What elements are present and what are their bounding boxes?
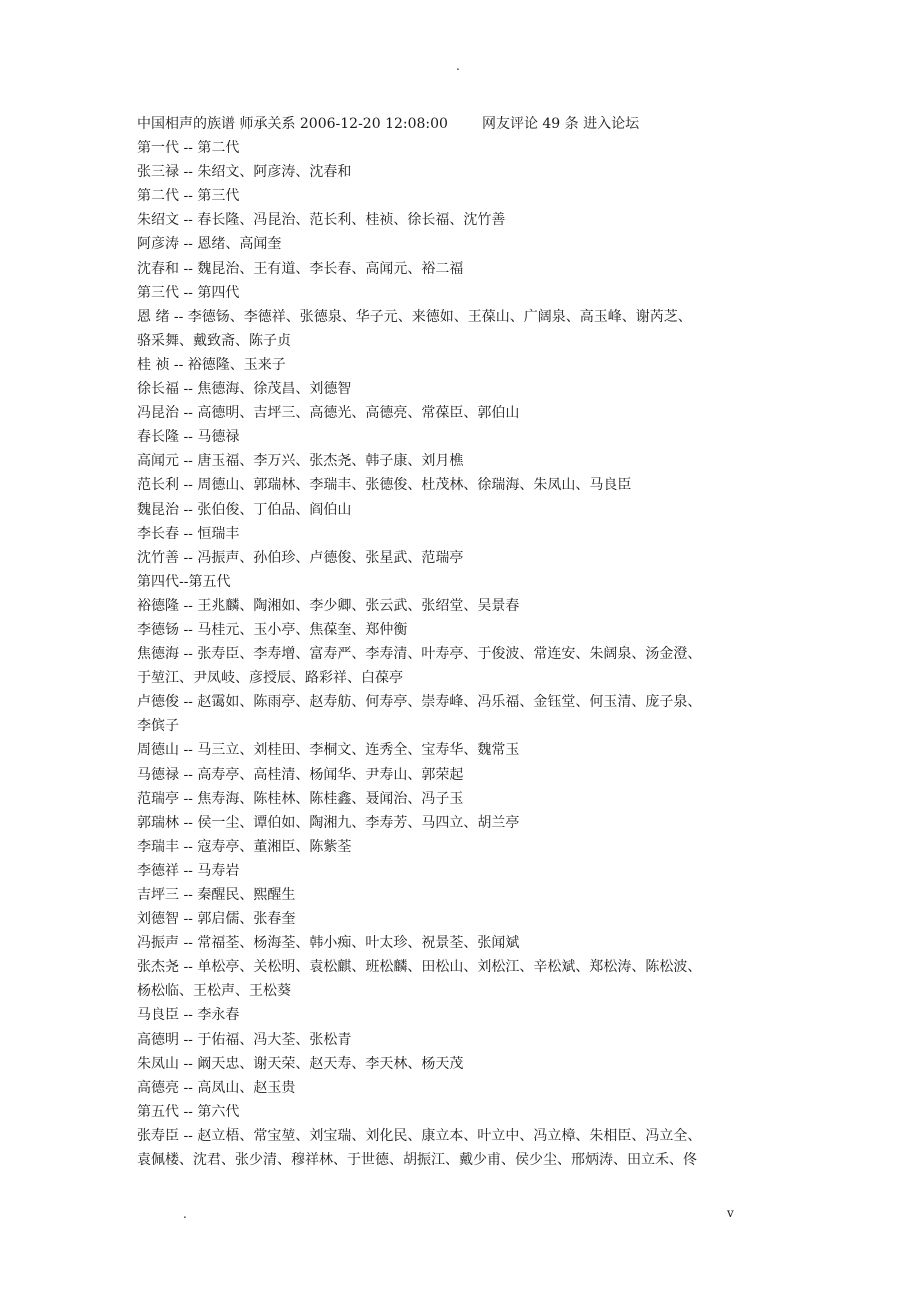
lineage-line: 范瑞亭 -- 焦寿海、陈桂林、陈桂鑫、聂闻治、冯子玉: [137, 790, 464, 807]
lineage-line: 第三代 -- 第四代: [137, 284, 240, 301]
lineage-line: 第一代 -- 第二代: [137, 140, 240, 157]
lineage-line: 马良臣 -- 李永春: [137, 1007, 240, 1024]
article-title: 中国相声的族谱 师承关系 2006-12-20 12:08:00: [137, 116, 448, 132]
lineage-line: 朱绍文 -- 春长隆、冯昆治、范长利、桂祯、徐长福、沈竹善: [137, 212, 506, 229]
lineage-line: 卢德俊 -- 赵霭如、陈雨亭、赵寿舫、何寿亭、崇寿峰、冯乐福、金钰堂、何玉清、庞子泉、: [137, 694, 702, 711]
lineage-line: 李傧子: [137, 718, 179, 735]
lineage-line: 桂 祯 -- 裕德隆、玉来子: [137, 356, 286, 373]
lineage-line: 第四代--第五代: [137, 573, 231, 590]
document-body: [137, 112, 797, 1172]
lineage-line: 春长隆 -- 马德禄: [137, 429, 240, 446]
forum-comments-link[interactable]: 网友评论 49 条 进入论坛: [481, 116, 640, 132]
lineage-line: 李瑞丰 -- 寇寿亭、董湘臣、陈紫荃: [137, 838, 352, 855]
document-header: [137, 112, 797, 136]
lineage-line: 恩 绪 -- 李德钖、李德祥、张德泉、华子元、来德如、王葆山、广阔泉、高玉峰、谢芮芝、: [137, 308, 692, 325]
lineage-line: 于堃江、尹凤岐、彦授辰、路彩祥、白葆亭: [137, 670, 403, 687]
lineage-line: 吉坪三 -- 秦醒民、熙醒生: [137, 887, 296, 903]
lineage-line: 张寿臣 -- 赵立梧、常宝堃、刘宝瑞、刘化民、康立本、叶立中、冯立樟、朱相臣、冯立全、: [137, 1127, 702, 1144]
lineage-line: 刘德智 -- 郭启儒、张春奎: [137, 911, 296, 928]
lineage-list: [137, 136, 797, 1172]
lineage-line: 裕德隆 -- 王兆麟、陶湘如、李少卿、张云武、张绍堂、吴景春: [137, 597, 520, 614]
lineage-line: 朱凤山 -- 阚天忠、谢天荣、赵天寿、李天林、杨天茂: [137, 1055, 464, 1072]
lineage-line: 骆采舞、戴致斋、陈子贞: [137, 332, 291, 349]
lineage-line: 高德亮 -- 高凤山、赵玉贵: [137, 1079, 296, 1096]
lineage-line: 郭瑞林 -- 侯一尘、谭伯如、陶湘九、李寿芳、马四立、胡兰亭: [137, 814, 520, 831]
lineage-line: 沈竹善 -- 冯振声、孙伯珍、卢德俊、张星武、范瑞亭: [137, 549, 464, 566]
lineage-line: 张三禄 -- 朱绍文、阿彦涛、沈春和: [137, 164, 352, 181]
lineage-line: 周德山 -- 马三立、刘桂田、李桐文、连秀全、宝寿华、魏常玉: [137, 742, 520, 759]
page-marker: v: [727, 1206, 734, 1220]
lineage-line: 焦德海 -- 张寿臣、李寿增、富寿严、李寿清、叶寿亭、于俊波、常连安、朱阔泉、汤金澄、: [137, 646, 702, 663]
lineage-line: 冯振声 -- 常福荃、杨海荃、韩小痴、叶太珍、祝景荃、张闻斌: [137, 935, 520, 952]
top-dot-mark: .: [456, 59, 460, 73]
lineage-line: 高闻元 -- 唐玉福、李万兴、张杰尧、韩子康、刘月樵: [137, 453, 464, 470]
lineage-line: 魏昆治 -- 张伯俊、丁伯品、阎伯山: [137, 501, 352, 518]
lineage-line: 徐长福 -- 焦德海、徐茂昌、刘德智: [137, 381, 352, 398]
lineage-line: 马德禄 -- 高寿亭、高桂清、杨闻华、尹寿山、郭荣起: [137, 766, 464, 783]
lineage-line: 第二代 -- 第三代: [137, 188, 240, 205]
lineage-line: 李德祥 -- 马寿岩: [137, 862, 240, 879]
lineage-line: 杨松临、王松声、王松葵: [137, 983, 291, 1000]
lineage-line: 冯昆治 -- 高德明、吉坪三、高德光、高德亮、常葆臣、郭伯山: [137, 405, 520, 422]
lineage-line: 李长春 -- 恒瑞丰: [137, 525, 240, 542]
lineage-line: 袁佩楼、沈君、张少清、穆祥林、于世德、胡振江、戴少甫、侯少尘、邢炳涛、田立禾、佟: [137, 1152, 697, 1169]
lineage-line: 阿彦涛 -- 恩绪、高闻奎: [137, 236, 282, 253]
lineage-line: 高德明 -- 于佑福、冯大荃、张松青: [137, 1031, 352, 1048]
lineage-line: 范长利 -- 周德山、郭瑞林、李瑞丰、张德俊、杜茂林、徐瑞海、朱凤山、马良臣: [137, 477, 632, 494]
footer-dot-mark: .: [183, 1207, 187, 1221]
lineage-line: 沈春和 -- 魏昆治、王有道、李长春、高闻元、裕二福: [137, 260, 464, 277]
lineage-line: 第五代 -- 第六代: [137, 1103, 240, 1120]
lineage-line: 张杰尧 -- 单松亭、关松明、袁松麒、班松麟、田松山、刘松江、辛松斌、郑松涛、陈松波、: [137, 959, 702, 976]
lineage-line: 李德钖 -- 马桂元、玉小亭、焦葆奎、郑仲衡: [137, 621, 408, 638]
